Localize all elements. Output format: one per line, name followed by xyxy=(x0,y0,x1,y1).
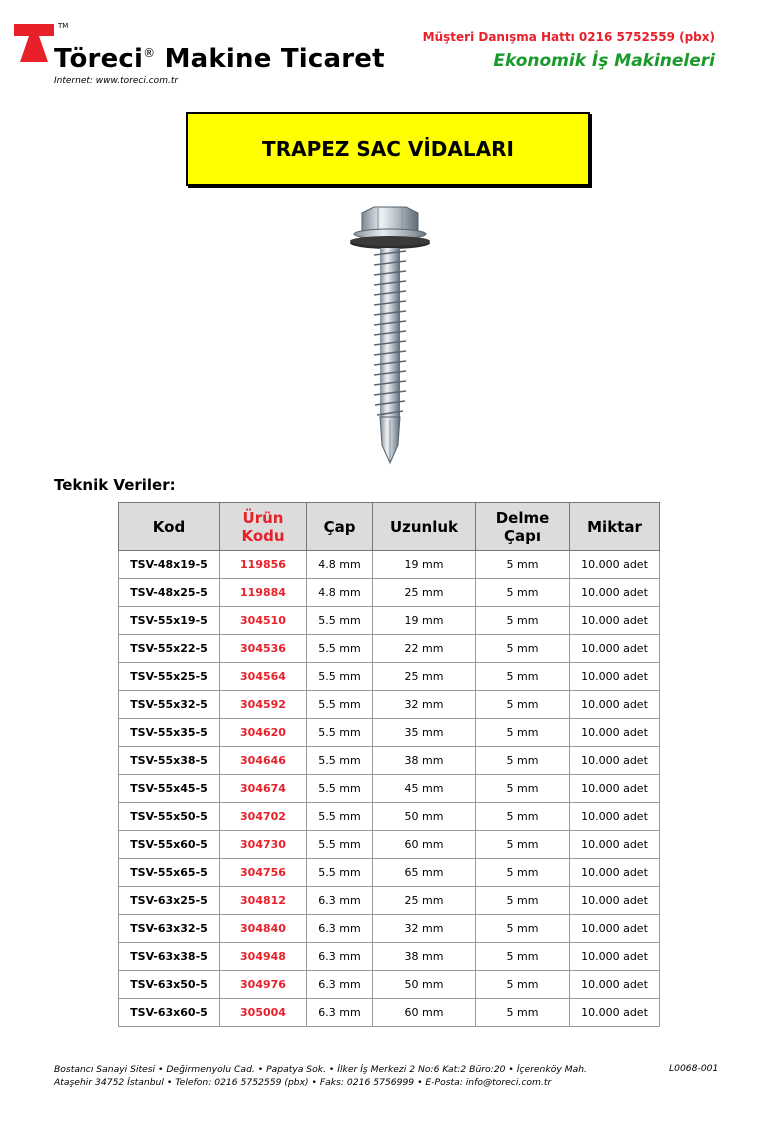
cell-cap: 6.3 mm xyxy=(307,887,373,915)
cell-miktar: 10.000 adet xyxy=(570,943,660,971)
registered-mark: ® xyxy=(143,46,156,60)
cell-delme-capi: 5 mm xyxy=(476,551,570,579)
cell-kod: TSV-55x35-5 xyxy=(119,719,220,747)
cell-urun-kodu: 304536 xyxy=(220,635,307,663)
table-row xyxy=(119,859,660,887)
cell-urun-kodu: 304620 xyxy=(220,719,307,747)
cell-miktar: 10.000 adet xyxy=(570,887,660,915)
cell-kod: TSV-63x60-5 xyxy=(119,999,220,1027)
cell-kod: TSV-63x50-5 xyxy=(119,971,220,999)
table-row xyxy=(119,775,660,803)
cell-urun-kodu: 304510 xyxy=(220,607,307,635)
brand-name xyxy=(54,44,385,74)
footer-address xyxy=(54,1063,587,1089)
cell-cap: 6.3 mm xyxy=(307,915,373,943)
cell-uzunluk: 45 mm xyxy=(373,775,476,803)
cell-kod: TSV-55x22-5 xyxy=(119,635,220,663)
website-link[interactable]: Internet: www.toreci.com.tr xyxy=(54,76,179,86)
cell-uzunluk: 65 mm xyxy=(373,859,476,887)
cell-miktar: 10.000 adet xyxy=(570,971,660,999)
cell-urun-kodu: 304840 xyxy=(220,915,307,943)
cell-delme-capi: 5 mm xyxy=(476,887,570,915)
header-kod-label: Kod xyxy=(152,517,186,536)
cell-uzunluk: 50 mm xyxy=(373,803,476,831)
cell-urun-kodu: 119884 xyxy=(220,579,307,607)
table-row xyxy=(119,691,660,719)
cell-urun-kodu: 304730 xyxy=(220,831,307,859)
brand-word: Töreci xyxy=(54,44,144,74)
specification-table xyxy=(118,502,660,1027)
header-urun-label: Ürün xyxy=(242,508,284,527)
cell-cap: 5.5 mm xyxy=(307,859,373,887)
cell-urun-kodu: 304564 xyxy=(220,663,307,691)
cell-miktar: 10.000 adet xyxy=(570,747,660,775)
table-row xyxy=(119,887,660,915)
cell-delme-capi: 5 mm xyxy=(476,579,570,607)
cell-delme-capi: 5 mm xyxy=(476,635,570,663)
header-kodu-label: Kodu xyxy=(241,526,285,545)
cell-delme-capi: 5 mm xyxy=(476,775,570,803)
cell-urun-kodu: 304812 xyxy=(220,887,307,915)
cell-cap: 5.5 mm xyxy=(307,747,373,775)
cell-uzunluk: 38 mm xyxy=(373,747,476,775)
cell-kod: TSV-63x25-5 xyxy=(119,887,220,915)
table-row xyxy=(119,747,660,775)
header-cap-label: Çap xyxy=(323,517,356,536)
cell-kod: TSV-63x32-5 xyxy=(119,915,220,943)
page-title-box xyxy=(186,112,590,186)
table-row xyxy=(119,971,660,999)
cell-miktar: 10.000 adet xyxy=(570,579,660,607)
cell-cap: 6.3 mm xyxy=(307,999,373,1027)
cell-kod: TSV-55x60-5 xyxy=(119,831,220,859)
cell-delme-capi: 5 mm xyxy=(476,607,570,635)
table-row xyxy=(119,607,660,635)
header-kod xyxy=(119,503,220,551)
cell-urun-kodu: 304592 xyxy=(220,691,307,719)
header-capi-label: Çapı xyxy=(503,526,541,545)
cell-uzunluk: 35 mm xyxy=(373,719,476,747)
brand-suffix: Makine Ticaret xyxy=(164,44,385,74)
cell-urun-kodu: 305004 xyxy=(220,999,307,1027)
cell-miktar: 10.000 adet xyxy=(570,831,660,859)
cell-cap: 5.5 mm xyxy=(307,775,373,803)
header-miktar xyxy=(570,503,660,551)
header-uzunluk-label: Uzunluk xyxy=(389,517,459,536)
cell-miktar: 10.000 adet xyxy=(570,607,660,635)
cell-miktar: 10.000 adet xyxy=(570,999,660,1027)
cell-kod: TSV-48x19-5 xyxy=(119,551,220,579)
cell-miktar: 10.000 adet xyxy=(570,663,660,691)
cell-uzunluk: 25 mm xyxy=(373,663,476,691)
cell-kod: TSV-55x38-5 xyxy=(119,747,220,775)
footer-line-2: Ataşehir 34752 İstanbul • Telefon: 0216 5752559 (pbx) • Faks: 0216 5756999 • E-Posta: info@toreci.com.tr xyxy=(54,1077,552,1088)
cell-uzunluk: 22 mm xyxy=(373,635,476,663)
cell-miktar: 10.000 adet xyxy=(570,915,660,943)
cell-cap: 5.5 mm xyxy=(307,663,373,691)
page-title: TRAPEZ SAC VİDALARI xyxy=(262,137,514,161)
table-row xyxy=(119,915,660,943)
footer-line-1: Bostancı Sanayi Sitesi • Değirmenyolu Cad. • Papatya Sok. • İlker İş Merkezi 2 No:6 Kat:2 Büro:20 • İçerenköy Mah. xyxy=(54,1064,587,1075)
cell-cap: 5.5 mm xyxy=(307,831,373,859)
cell-urun-kodu: 119856 xyxy=(220,551,307,579)
company-slogan: Ekonomik İş Makineleri xyxy=(493,51,715,71)
cell-uzunluk: 38 mm xyxy=(373,943,476,971)
cell-kod: TSV-55x32-5 xyxy=(119,691,220,719)
header-miktar-label: Miktar xyxy=(587,517,642,536)
table-row xyxy=(119,831,660,859)
cell-kod: TSV-63x38-5 xyxy=(119,943,220,971)
table-row xyxy=(119,803,660,831)
cell-urun-kodu: 304948 xyxy=(220,943,307,971)
cell-miktar: 10.000 adet xyxy=(570,803,660,831)
cell-cap: 4.8 mm xyxy=(307,551,373,579)
technical-data-heading: Teknik Veriler: xyxy=(54,476,176,494)
cell-cap: 5.5 mm xyxy=(307,803,373,831)
cell-uzunluk: 50 mm xyxy=(373,971,476,999)
cell-uzunluk: 25 mm xyxy=(373,887,476,915)
cell-delme-capi: 5 mm xyxy=(476,691,570,719)
cell-kod: TSV-55x45-5 xyxy=(119,775,220,803)
cell-uzunluk: 19 mm xyxy=(373,607,476,635)
cell-cap: 4.8 mm xyxy=(307,579,373,607)
cell-miktar: 10.000 adet xyxy=(570,775,660,803)
table-row xyxy=(119,579,660,607)
cell-kod: TSV-55x19-5 xyxy=(119,607,220,635)
header-cap xyxy=(307,503,373,551)
header-urun-kodu xyxy=(220,503,307,551)
cell-cap: 5.5 mm xyxy=(307,607,373,635)
cell-miktar: 10.000 adet xyxy=(570,859,660,887)
cell-delme-capi: 5 mm xyxy=(476,915,570,943)
header-delme-label: Delme xyxy=(495,508,550,527)
cell-cap: 5.5 mm xyxy=(307,719,373,747)
cell-cap: 5.5 mm xyxy=(307,635,373,663)
cell-uzunluk: 19 mm xyxy=(373,551,476,579)
cell-miktar: 10.000 adet xyxy=(570,719,660,747)
table-row xyxy=(119,999,660,1027)
cell-uzunluk: 32 mm xyxy=(373,691,476,719)
header-delme-capi xyxy=(476,503,570,551)
cell-delme-capi: 5 mm xyxy=(476,803,570,831)
cell-kod: TSV-48x25-5 xyxy=(119,579,220,607)
trademark-mark: TM xyxy=(58,22,69,30)
table-row xyxy=(119,551,660,579)
customer-hotline: Müşteri Danışma Hattı 0216 5752559 (pbx) xyxy=(422,30,715,44)
cell-miktar: 10.000 adet xyxy=(570,635,660,663)
cell-delme-capi: 5 mm xyxy=(476,831,570,859)
cell-miktar: 10.000 adet xyxy=(570,551,660,579)
cell-delme-capi: 5 mm xyxy=(476,663,570,691)
cell-cap: 6.3 mm xyxy=(307,943,373,971)
cell-kod: TSV-55x65-5 xyxy=(119,859,220,887)
cell-kod: TSV-55x50-5 xyxy=(119,803,220,831)
cell-kod: TSV-55x25-5 xyxy=(119,663,220,691)
cell-delme-capi: 5 mm xyxy=(476,999,570,1027)
table-header-row xyxy=(119,503,660,551)
cell-delme-capi: 5 mm xyxy=(476,859,570,887)
cell-cap: 6.3 mm xyxy=(307,971,373,999)
cell-urun-kodu: 304976 xyxy=(220,971,307,999)
cell-uzunluk: 32 mm xyxy=(373,915,476,943)
cell-uzunluk: 60 mm xyxy=(373,999,476,1027)
cell-uzunluk: 25 mm xyxy=(373,579,476,607)
cell-miktar: 10.000 adet xyxy=(570,691,660,719)
table-row xyxy=(119,719,660,747)
cell-cap: 5.5 mm xyxy=(307,691,373,719)
cell-delme-capi: 5 mm xyxy=(476,943,570,971)
table-row xyxy=(119,663,660,691)
cell-delme-capi: 5 mm xyxy=(476,971,570,999)
cell-delme-capi: 5 mm xyxy=(476,747,570,775)
cell-urun-kodu: 304646 xyxy=(220,747,307,775)
cell-uzunluk: 60 mm xyxy=(373,831,476,859)
cell-urun-kodu: 304756 xyxy=(220,859,307,887)
table-row xyxy=(119,943,660,971)
cell-delme-capi: 5 mm xyxy=(476,719,570,747)
self-drilling-screw-image xyxy=(340,205,440,467)
header-uzunluk xyxy=(373,503,476,551)
table-row xyxy=(119,635,660,663)
cell-urun-kodu: 304702 xyxy=(220,803,307,831)
cell-urun-kodu: 304674 xyxy=(220,775,307,803)
toreci-logo-icon xyxy=(14,24,54,62)
document-reference: L0068-001 xyxy=(669,1063,719,1074)
